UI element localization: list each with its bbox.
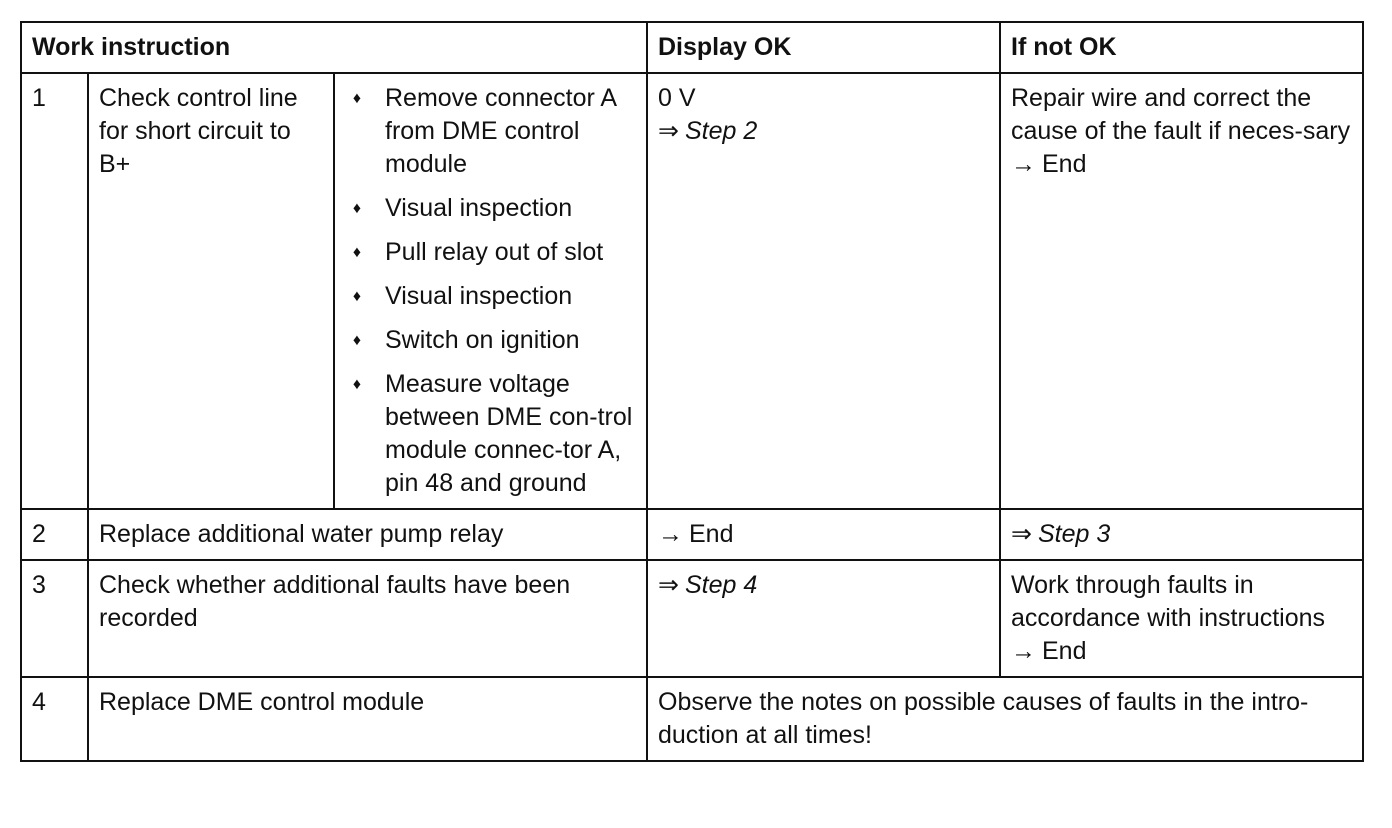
substep-list [345,82,636,500]
instruction-cell: Replace DME control module [88,677,647,761]
note-cell: Observe the notes on possible causes of faults in the intro-duction at all times! [647,677,1363,761]
table-header-row [21,22,1363,73]
end-reference [1011,635,1352,668]
substep-text: Switch on ignition [385,326,580,354]
substeps-cell [334,73,647,509]
display-ok-value: 0 V [658,84,696,112]
substep-item [345,368,636,500]
substep-text: Measure voltage between DME con-trol module connec-tor A, pin 48 and ground [385,370,633,497]
diamond-bullet-icon: ♦ [352,200,362,217]
double-arrow-icon: ⇒ [658,571,679,599]
row-number: 1 [21,73,88,509]
right-arrow-icon: → [1011,637,1036,665]
table-row [21,560,1363,677]
double-arrow-icon: ⇒ [1011,520,1032,548]
instruction-cell: Check whether additional faults have been recorded [88,560,647,677]
next-step-reference [658,115,989,148]
work-instruction-table [20,21,1364,762]
end-reference [1011,148,1352,181]
next-step-text: Step 3 [1037,520,1111,548]
display-ok-cell [647,73,1000,509]
diamond-bullet-icon: ♦ [352,244,362,261]
diamond-bullet-icon: ♦ [352,376,362,393]
substep-item [345,324,636,357]
substep-item [345,82,636,181]
if-not-ok-text: Repair wire and correct the cause of the fault if neces-sary [1011,84,1351,145]
header-if-not-ok: If not OK [1000,22,1363,73]
diamond-bullet-icon: ♦ [352,90,362,107]
substep-text: Remove connector A from DME control module [385,84,616,178]
end-text: End [1042,637,1087,665]
if-not-ok-cell [1000,560,1363,677]
substep-text: Pull relay out of slot [385,238,604,266]
display-ok-cell [647,509,1000,560]
substep-text: Visual inspection [385,194,573,222]
substep-item [345,280,636,313]
table-row [21,677,1363,761]
double-arrow-icon: ⇒ [658,117,679,145]
row-number: 2 [21,509,88,560]
if-not-ok-text: Work through faults in accordance with instructions [1011,571,1326,632]
instruction-cell: Replace additional water pump relay [88,509,647,560]
table-row [21,509,1363,560]
if-not-ok-cell [1000,509,1363,560]
next-step-text: Step 4 [684,571,758,599]
substep-item [345,236,636,269]
table-row [21,73,1363,509]
next-step-reference [658,569,989,602]
end-text: End [1042,150,1087,178]
right-arrow-icon: → [658,520,683,548]
header-work-instruction: Work instruction [21,22,647,73]
header-display-ok: Display OK [647,22,1000,73]
end-reference [658,518,989,551]
next-step-text: Step 2 [684,117,758,145]
row-number: 4 [21,677,88,761]
instruction-cell: Check control line for short circuit to B+ [88,73,334,509]
diamond-bullet-icon: ♦ [352,288,362,305]
substep-item [345,192,636,225]
if-not-ok-cell [1000,73,1363,509]
next-step-reference [1011,518,1352,551]
end-text: End [689,520,734,548]
diamond-bullet-icon: ♦ [352,332,362,349]
right-arrow-icon: → [1011,150,1036,178]
display-ok-cell [647,560,1000,677]
substep-text: Visual inspection [385,282,573,310]
row-number: 3 [21,560,88,677]
